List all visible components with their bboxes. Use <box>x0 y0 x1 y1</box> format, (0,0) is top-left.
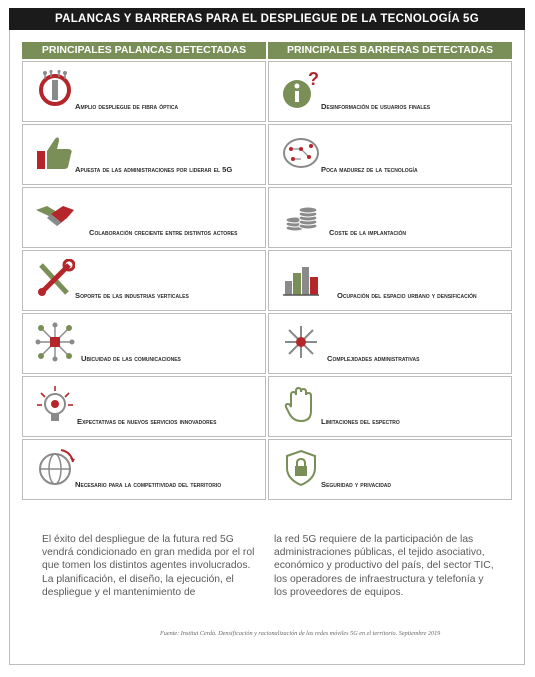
svg-text:?: ? <box>308 70 319 89</box>
lightbulb-icon <box>35 385 75 425</box>
barrera-label: Limitaciones del espectro <box>321 417 400 426</box>
barrera-item <box>268 376 512 437</box>
palanca-label: Ubicuidad de las comunicaciones <box>81 354 181 363</box>
brain-circuit-icon <box>281 133 321 173</box>
header-barreras: PRINCIPALES BARRERAS DETECTADAS <box>268 42 512 59</box>
network-icon <box>35 322 75 362</box>
palanca-label: Necesario para la competitividad del territorio <box>75 480 222 489</box>
barrera-label: Poca madurez de la tecnología <box>321 165 418 174</box>
barrera-item <box>268 439 512 500</box>
palanca-item <box>22 313 266 374</box>
handshake-icon <box>35 196 75 236</box>
palanca-label: Amplio despliegue de fibra óptica <box>75 102 179 111</box>
palanca-item <box>22 187 266 248</box>
palanca-label: Colaboración creciente entre distintos actores <box>89 228 238 237</box>
page-title: PALANCAS Y BARRERAS PARA EL DESPLIEGUE DE LA TECNOLOGÍA 5G <box>9 8 525 30</box>
barrera-item <box>268 187 512 248</box>
barrera-item <box>268 124 512 185</box>
barrera-label: Complejidades administrativas <box>327 354 420 363</box>
barrera-label: Desinformación de usuarios finales <box>321 102 431 111</box>
info-question-icon <box>281 70 321 110</box>
barrera-label: Ocupación del espacio urbano y densificación <box>337 291 477 300</box>
coins-icon <box>281 196 321 236</box>
barrera-label: Seguridad y privacidad <box>321 480 392 489</box>
palanca-label: Soporte de las industrias verticales <box>75 291 189 300</box>
palanca-item <box>22 250 266 311</box>
thumbs-up-icon <box>35 133 75 173</box>
hand-stop-icon <box>281 385 321 425</box>
arrows-outward-icon <box>281 322 321 362</box>
palanca-label: Apuesta de las administraciones por liderar el 5G <box>75 165 233 174</box>
fiber-optic-icon <box>35 70 75 110</box>
palanca-item <box>22 124 266 185</box>
header-palancas: PRINCIPALES PALANCAS DETECTADAS <box>22 42 266 59</box>
barrera-item <box>268 250 512 311</box>
barrera-item <box>268 313 512 374</box>
body-text-col1: El éxito del despliegue de la futura red 5G vendrá condicionado en gran medida por el rol que tomen los distintos agentes involucrados. La planificación, el diseño, la ejecución, el despliegue y el mantenimiento de <box>42 534 255 598</box>
globe-icon <box>35 448 75 488</box>
shield-lock-icon <box>281 448 321 488</box>
barrera-item <box>268 61 512 122</box>
body-text-col2: la red 5G requiere de la participación de las administraciones públicas, el tejido asociativo, económico y productivo del país, del sector TIC, los operadores de infraestructura y telefonía y los proveedores de equipos. <box>274 534 494 598</box>
palanca-label: Expectativas de nuevos servicios innovadores <box>77 417 217 426</box>
palanca-item <box>22 439 266 500</box>
city-icon <box>281 259 321 299</box>
barrera-label: Coste de la implantación <box>329 228 406 237</box>
palanca-item <box>22 61 266 122</box>
tools-icon <box>35 259 75 299</box>
source-note: Fuente: Institut Cerdà. Densificación y racionalización de las redes móviles 5G en el territorio. Septiembre 2019 <box>160 630 441 637</box>
palanca-item <box>22 376 266 437</box>
